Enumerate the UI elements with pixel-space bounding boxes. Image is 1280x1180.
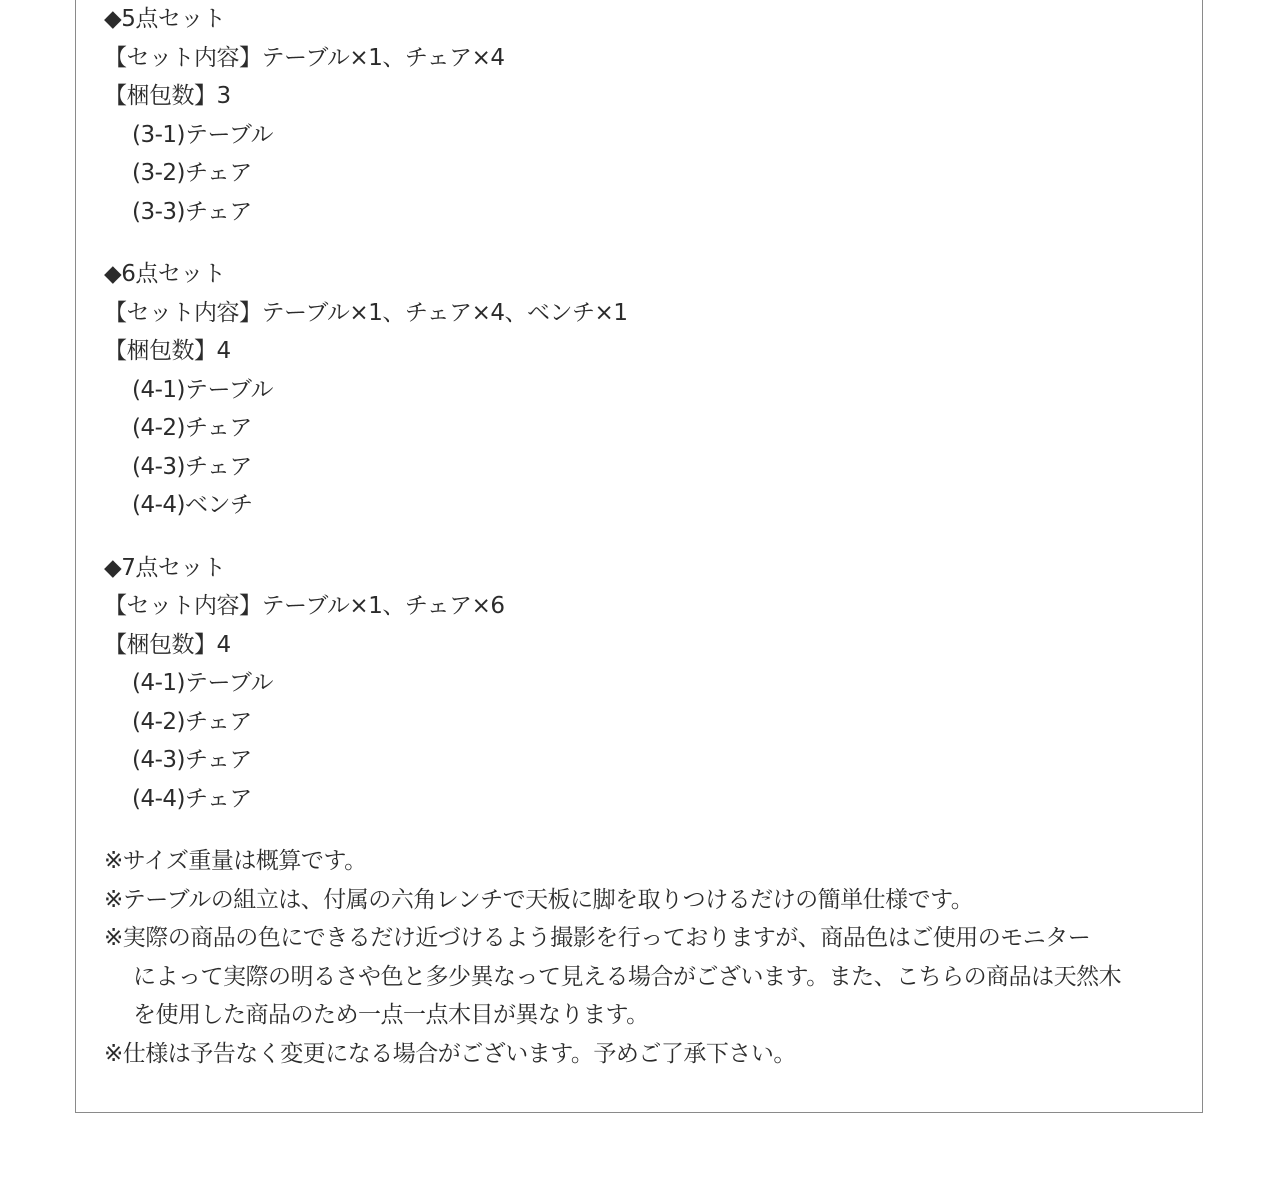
- package-item: (4-1)テーブル: [132, 670, 273, 696]
- set-heading: ◆6点セット: [104, 261, 226, 287]
- package-item: (4-2)チェア: [132, 415, 252, 441]
- set-contents: 【セット内容】テーブル×1、チェア×4: [104, 44, 505, 71]
- package-item: (3-1)テーブル: [132, 121, 273, 148]
- package-item: (4-3)チェア: [132, 453, 252, 480]
- package-item: (3-2)チェア: [132, 160, 252, 186]
- package-count: 【梱包数】3: [104, 83, 231, 109]
- note-line: ※仕様は予告なく変更になる場合がございます。予めご了承下さい。: [104, 1040, 796, 1067]
- note-line: ※テーブルの組立は、付属の六角レンチで天板に脚を取りつけるだけの簡単仕様です。: [104, 886, 974, 913]
- set-block-7: [104, 549, 1184, 819]
- note-line-continued: を使用した商品のため一点一点木目が異なります。: [133, 1002, 649, 1028]
- note-line: ※サイズ重量は概算です。: [104, 848, 367, 874]
- package-item: (4-1)テーブル: [132, 376, 273, 403]
- set-contents: 【セット内容】テーブル×1、チェア×6: [104, 593, 505, 619]
- note-line-continued: によって実際の明るさや色と多少異なって見える場合がございます。また、こちらの商品は天然木: [133, 963, 1122, 990]
- package-item: (4-2)チェア: [132, 708, 252, 735]
- set-heading: ◆7点セット: [104, 554, 226, 581]
- set-contents: 【セット内容】テーブル×1、チェア×4、ベンチ×1: [104, 299, 628, 326]
- note-line: ※実際の商品の色にできるだけ近づけるよう撮影を行っておりますが、商品色はご使用のモニター: [104, 925, 1091, 951]
- package-item: (4-4)ベンチ: [132, 492, 253, 518]
- set-heading: ◆5点セット: [104, 6, 226, 32]
- package-count: 【梱包数】4: [104, 631, 231, 658]
- set-block-5: [104, 0, 1184, 231]
- package-count: 【梱包数】4: [104, 338, 231, 364]
- package-item: (3-3)チェア: [132, 198, 252, 225]
- set-block-6: [104, 255, 1184, 525]
- package-item: (4-3)チェア: [132, 747, 252, 773]
- package-item: (4-4)チェア: [132, 785, 252, 812]
- spec-content: [104, 0, 1184, 1073]
- notes-block: [104, 842, 1184, 1073]
